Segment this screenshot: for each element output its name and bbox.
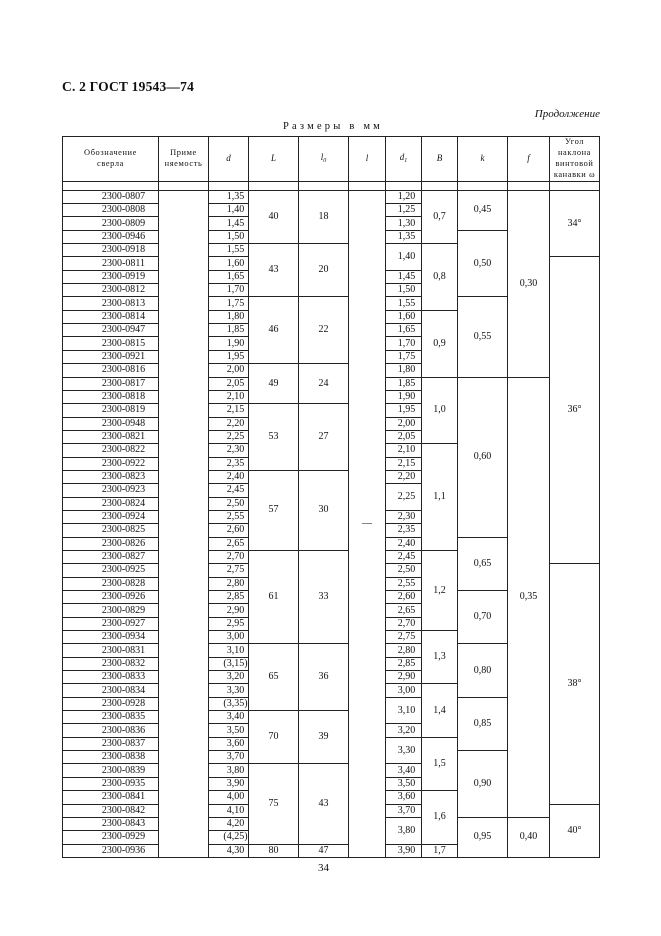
drill-code: 2300-0922 (63, 457, 159, 470)
diameter-d: 3,60 (209, 737, 249, 750)
drill-code: 2300-0843 (63, 817, 159, 830)
drill-code: 2300-0819 (63, 404, 159, 417)
width-B: 0,8 (422, 244, 458, 311)
diameter-d1: 3,20 (386, 724, 422, 737)
size-k: 0,65 (458, 537, 508, 590)
diameter-d1: 2,30 (386, 510, 422, 523)
drill-code: 2300-0811 (63, 257, 159, 270)
size-k: 0,95 (458, 817, 508, 857)
diameter-d: 3,50 (209, 724, 249, 737)
diameter-d1: 2,25 (386, 484, 422, 511)
length-l0: 24 (299, 364, 349, 404)
diameter-d: 2,85 (209, 591, 249, 604)
header-f: f (508, 137, 550, 182)
diameter-d: 2,60 (209, 524, 249, 537)
diameter-d1: 1,80 (386, 364, 422, 377)
diameter-d: 3,80 (209, 764, 249, 777)
header-B: B (422, 137, 458, 182)
drill-code: 2300-0842 (63, 804, 159, 817)
diameter-d: 2,05 (209, 377, 249, 390)
width-B: 1,4 (422, 684, 458, 737)
header-usage: Приме няемость (159, 137, 209, 182)
diameter-d: 3,70 (209, 751, 249, 764)
diameter-d1: 3,30 (386, 737, 422, 764)
diameter-d1: 1,45 (386, 270, 422, 283)
size-k: 0,45 (458, 190, 508, 230)
length-l0: 36 (299, 644, 349, 711)
drill-code: 2300-0827 (63, 550, 159, 563)
spacer-cell (349, 181, 386, 190)
header-l0: $l_0$ (299, 137, 349, 182)
drill-code: 2300-0828 (63, 577, 159, 590)
diameter-d: 1,70 (209, 284, 249, 297)
diameter-d: 1,35 (209, 190, 249, 203)
size-k: 0,90 (458, 751, 508, 818)
diameter-d: 1,55 (209, 244, 249, 257)
width-B: 1,2 (422, 550, 458, 630)
diameter-d: 2,70 (209, 550, 249, 563)
width-B: 1,1 (422, 444, 458, 551)
length-l0: 20 (299, 244, 349, 297)
drill-dimensions-table (62, 136, 600, 858)
diameter-d1: 2,15 (386, 457, 422, 470)
drill-code: 2300-0826 (63, 537, 159, 550)
diameter-d: 2,90 (209, 604, 249, 617)
width-B: 1,7 (422, 844, 458, 857)
diameter-d1: 1,60 (386, 310, 422, 323)
diameter-d1: 1,65 (386, 324, 422, 337)
drill-code: 2300-0832 (63, 657, 159, 670)
diameter-d: 1,90 (209, 337, 249, 350)
drill-code: 2300-0836 (63, 724, 159, 737)
width-B: 1,0 (422, 377, 458, 444)
diameter-d: 1,85 (209, 324, 249, 337)
table-body (63, 181, 600, 857)
drill-code: 2300-0823 (63, 470, 159, 483)
size-k: 0,80 (458, 644, 508, 697)
drill-code: 2300-0837 (63, 737, 159, 750)
size-k: 0,70 (458, 591, 508, 644)
diameter-d1: 1,85 (386, 377, 422, 390)
diameter-d: 1,95 (209, 350, 249, 363)
drill-code: 2300-0814 (63, 310, 159, 323)
width-B: 1,6 (422, 791, 458, 844)
diameter-d1: 3,40 (386, 764, 422, 777)
diameter-d1: 3,70 (386, 804, 422, 817)
diameter-d: 1,75 (209, 297, 249, 310)
diameter-d: 1,40 (209, 204, 249, 217)
drill-code: 2300-0925 (63, 564, 159, 577)
size-k: 0,85 (458, 697, 508, 750)
diameter-d1: 1,50 (386, 284, 422, 297)
dimensions-caption: Размеры в мм (283, 121, 384, 132)
drill-code: 2300-0926 (63, 591, 159, 604)
length-L: 70 (249, 711, 299, 764)
drill-code: 2300-0809 (63, 217, 159, 230)
header-d1: $d_1$ (386, 137, 422, 182)
drill-code: 2300-0817 (63, 377, 159, 390)
diameter-d: 2,80 (209, 577, 249, 590)
length-l0: 43 (299, 764, 349, 844)
diameter-d1: 2,90 (386, 671, 422, 684)
drill-code: 2300-0919 (63, 270, 159, 283)
drill-code: 2300-0929 (63, 831, 159, 844)
length-L: 49 (249, 364, 299, 404)
drill-code: 2300-0834 (63, 684, 159, 697)
spacer-cell (422, 181, 458, 190)
diameter-d: 1,45 (209, 217, 249, 230)
diameter-d: 2,55 (209, 510, 249, 523)
drill-code: 2300-0833 (63, 671, 159, 684)
drill-code: 2300-0808 (63, 204, 159, 217)
usage-cell (159, 190, 209, 857)
spacer-cell (249, 181, 299, 190)
diameter-d: 2,00 (209, 364, 249, 377)
length-L: 43 (249, 244, 299, 297)
diameter-d1: 2,05 (386, 430, 422, 443)
drill-code: 2300-0924 (63, 510, 159, 523)
drill-code: 2300-0934 (63, 631, 159, 644)
diameter-d: 3,40 (209, 711, 249, 724)
length-L: 46 (249, 297, 299, 364)
diameter-d: 2,65 (209, 537, 249, 550)
diameter-d: 3,00 (209, 631, 249, 644)
diameter-d1: 3,50 (386, 777, 422, 790)
diameter-d1: 2,85 (386, 657, 422, 670)
size-k: 0,55 (458, 297, 508, 377)
length-L: 80 (249, 844, 299, 857)
diameter-d: 2,40 (209, 470, 249, 483)
length-L: 40 (249, 190, 299, 243)
drill-code: 2300-0948 (63, 417, 159, 430)
diameter-d1: 2,50 (386, 564, 422, 577)
header-code: Обозначение сверла (63, 137, 159, 182)
spacer-cell (63, 181, 159, 190)
diameter-d: 2,20 (209, 417, 249, 430)
drill-code: 2300-0921 (63, 350, 159, 363)
diameter-d: 2,15 (209, 404, 249, 417)
diameter-d1: 1,40 (386, 244, 422, 271)
length-l0: 33 (299, 550, 349, 643)
diameter-d1: 2,40 (386, 537, 422, 550)
drill-code: 2300-0807 (63, 190, 159, 203)
diameter-d: 2,25 (209, 430, 249, 443)
length-l0: 30 (299, 470, 349, 550)
length-l0: 27 (299, 404, 349, 471)
diameter-d: 4,20 (209, 817, 249, 830)
drill-code: 2300-0815 (63, 337, 159, 350)
diameter-d1: 3,80 (386, 817, 422, 844)
spacer-cell (209, 181, 249, 190)
spacer-cell (299, 181, 349, 190)
helix-angle: 40° (550, 804, 600, 857)
spacer-cell (386, 181, 422, 190)
length-l-dash: — (349, 190, 386, 857)
drill-code: 2300-0936 (63, 844, 159, 857)
diameter-d1: 1,95 (386, 404, 422, 417)
drill-code: 2300-0825 (63, 524, 159, 537)
length-l0: 22 (299, 297, 349, 364)
drill-code: 2300-0824 (63, 497, 159, 510)
diameter-d1: 1,75 (386, 350, 422, 363)
drill-code: 2300-0831 (63, 644, 159, 657)
diameter-d: 2,10 (209, 390, 249, 403)
header-angle: Угол наклона винтовой канавки ω (550, 137, 600, 182)
drill-code: 2300-0923 (63, 484, 159, 497)
drill-code: 2300-0935 (63, 777, 159, 790)
table-row (63, 190, 600, 203)
drill-code: 2300-0838 (63, 751, 159, 764)
spacer-cell (550, 181, 600, 190)
diameter-d: 4,10 (209, 804, 249, 817)
drill-code: 2300-0918 (63, 244, 159, 257)
drill-code: 2300-0829 (63, 604, 159, 617)
diameter-d1: 2,45 (386, 550, 422, 563)
table-header-row (63, 137, 600, 182)
diameter-d: 1,50 (209, 230, 249, 243)
size-k: 0,60 (458, 377, 508, 537)
drill-code: 2300-0818 (63, 390, 159, 403)
spacer-cell (159, 181, 209, 190)
diameter-d: 2,95 (209, 617, 249, 630)
size-f: 0,30 (508, 190, 550, 377)
helix-angle: 36° (550, 257, 600, 564)
spacer-cell (508, 181, 550, 190)
continuation-note: Продолжение (534, 108, 600, 120)
drill-code: 2300-0812 (63, 284, 159, 297)
diameter-d: 1,60 (209, 257, 249, 270)
header-l: l (349, 137, 386, 182)
size-k: 0,50 (458, 230, 508, 297)
length-L: 61 (249, 550, 299, 643)
helix-angle: 38° (550, 564, 600, 804)
diameter-d: 4,30 (209, 844, 249, 857)
diameter-d1: 1,70 (386, 337, 422, 350)
length-L: 75 (249, 764, 299, 844)
drill-code: 2300-0928 (63, 697, 159, 710)
diameter-d: 2,50 (209, 497, 249, 510)
diameter-d: 3,10 (209, 644, 249, 657)
drill-code: 2300-0821 (63, 430, 159, 443)
diameter-d1: 2,35 (386, 524, 422, 537)
page-header: С. 2 ГОСТ 19543—74 (62, 79, 195, 94)
diameter-d1: 1,30 (386, 217, 422, 230)
diameter-d: 3,20 (209, 671, 249, 684)
length-L: 57 (249, 470, 299, 550)
length-l0: 18 (299, 190, 349, 243)
header-L: L (249, 137, 299, 182)
drill-code: 2300-0839 (63, 764, 159, 777)
diameter-d: (3,35) (209, 697, 249, 710)
diameter-d: 4,00 (209, 791, 249, 804)
length-l0: 39 (299, 711, 349, 764)
diameter-d1: 2,80 (386, 644, 422, 657)
diameter-d: 3,30 (209, 684, 249, 697)
diameter-d: 1,80 (209, 310, 249, 323)
width-B: 0,7 (422, 190, 458, 243)
diameter-d1: 2,70 (386, 617, 422, 630)
diameter-d1: 3,60 (386, 791, 422, 804)
diameter-d1: 1,55 (386, 297, 422, 310)
diameter-d1: 2,10 (386, 444, 422, 457)
width-B: 1,5 (422, 737, 458, 790)
header-k: k (458, 137, 508, 182)
diameter-d: 1,65 (209, 270, 249, 283)
drill-code: 2300-0946 (63, 230, 159, 243)
length-L: 65 (249, 644, 299, 711)
diameter-d: (4,25) (209, 831, 249, 844)
diameter-d1: 2,75 (386, 631, 422, 644)
page-number: 34 (318, 862, 329, 874)
diameter-d1: 3,90 (386, 844, 422, 857)
drill-code: 2300-0822 (63, 444, 159, 457)
diameter-d1: 1,25 (386, 204, 422, 217)
drill-code: 2300-0947 (63, 324, 159, 337)
diameter-d: 3,90 (209, 777, 249, 790)
length-l0: 47 (299, 844, 349, 857)
drill-code: 2300-0841 (63, 791, 159, 804)
size-f: 0,35 (508, 377, 550, 817)
diameter-d1: 1,35 (386, 230, 422, 243)
drill-code: 2300-0835 (63, 711, 159, 724)
diameter-d: 2,30 (209, 444, 249, 457)
diameter-d1: 2,20 (386, 470, 422, 483)
diameter-d1: 1,90 (386, 390, 422, 403)
size-f: 0,40 (508, 817, 550, 857)
diameter-d: (3,15) (209, 657, 249, 670)
diameter-d: 2,75 (209, 564, 249, 577)
diameter-d1: 2,65 (386, 604, 422, 617)
drill-code: 2300-0927 (63, 617, 159, 630)
diameter-d: 2,45 (209, 484, 249, 497)
helix-angle: 34° (550, 190, 600, 257)
length-L: 53 (249, 404, 299, 471)
diameter-d1: 1,20 (386, 190, 422, 203)
diameter-d1: 3,10 (386, 697, 422, 724)
diameter-d1: 3,00 (386, 684, 422, 697)
diameter-d1: 2,00 (386, 417, 422, 430)
width-B: 1,3 (422, 631, 458, 684)
diameter-d: 2,35 (209, 457, 249, 470)
width-B: 0,9 (422, 310, 458, 377)
drill-code: 2300-0813 (63, 297, 159, 310)
diameter-d1: 2,55 (386, 577, 422, 590)
diameter-d1: 2,60 (386, 591, 422, 604)
spacer-cell (458, 181, 508, 190)
drill-code: 2300-0816 (63, 364, 159, 377)
header-d: d (209, 137, 249, 182)
